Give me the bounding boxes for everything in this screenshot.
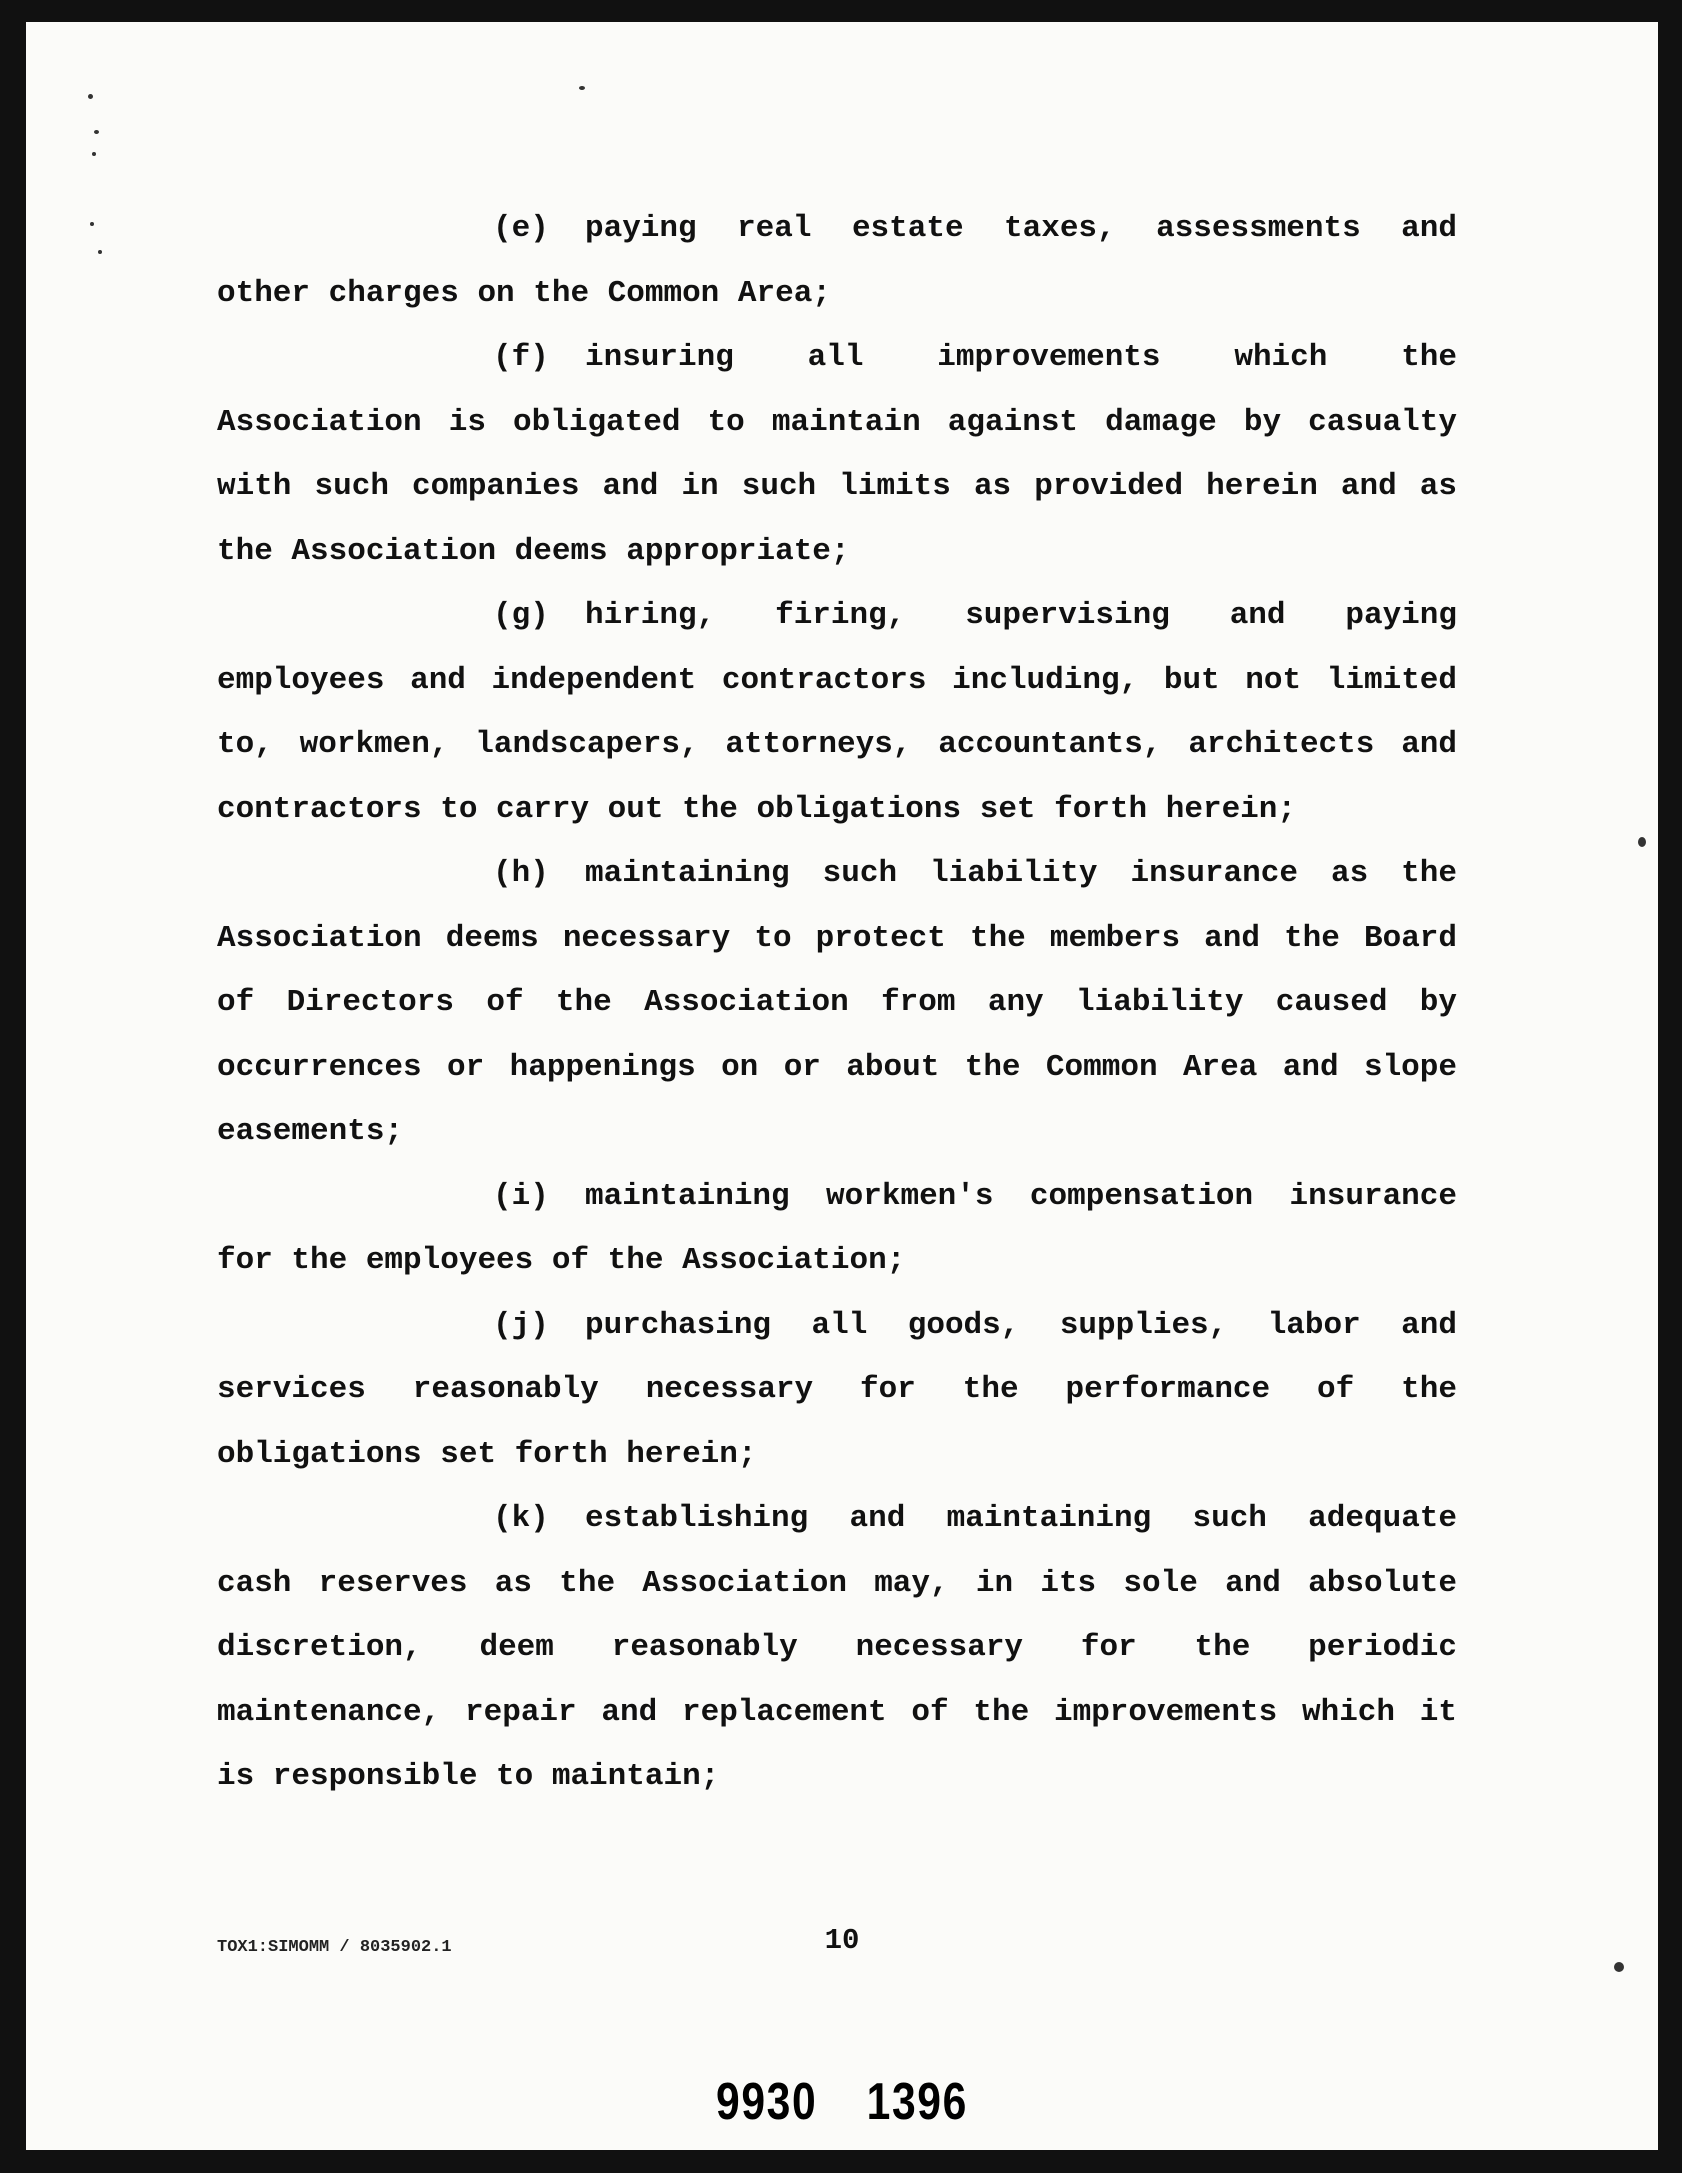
document-page [26, 22, 1658, 2150]
scan-speck [1638, 837, 1646, 847]
document-body [217, 197, 1457, 1810]
paragraph-j [217, 1294, 1457, 1488]
paragraph-text: purchasing all goods, supplies, labor and services reasonably necessary for the performance of the obligations set forth herein; [217, 1307, 1457, 1472]
stamp-number-2: 1396 [866, 2073, 969, 2131]
paragraph-text: maintaining such liability insurance as the Association deems necessary to protect the members and the Board of Directors of the Association from any liability caused by occurrences or happenings on or about the Common Area and slope easements; [217, 856, 1457, 1149]
paragraph-h [217, 842, 1457, 1165]
paragraph-label: (f) [493, 340, 549, 375]
scan-speck [98, 250, 102, 254]
paragraph-label: (k) [493, 1501, 549, 1536]
scan-speck [1614, 1962, 1624, 1972]
paragraph-text: insuring all improvements which the Association is obligated to maintain against damage by casualty with such companies and in such limits as provided herein and as the Association deems appropriate; [217, 340, 1457, 569]
paragraph-label: (h) [493, 856, 549, 891]
paragraph-g [217, 584, 1457, 842]
paragraph-label: (i) [493, 1178, 549, 1214]
paragraph-text: establishing and maintaining such adequate cash reserves as the Association may, in its sole and absolute discretion, deem reasonably necessary for the periodic maintenance, repair and replacement of the improvements which it is responsible to maintain; [217, 1501, 1457, 1794]
scan-speck [88, 94, 93, 99]
paragraph-label: (g) [493, 598, 549, 633]
scan-speck [90, 222, 94, 226]
page-number: 10 [824, 1924, 860, 1957]
stamp-number-1: 9930 [715, 2073, 818, 2131]
paragraph-label: (e) [493, 211, 549, 246]
paragraph-label: (j) [493, 1307, 549, 1343]
paragraph-e [217, 197, 1457, 326]
scan-speck [92, 152, 96, 156]
document-id: TOX1:SIMOMM / 8035902.1 [217, 1938, 452, 1957]
paragraph-text: hiring, firing, supervising and paying employees and independent contractors including, but not limited to, workmen, landscapers, attorneys, accountants, architects and contractors to carry out the obligations set forth herein; [217, 598, 1457, 827]
paragraph-f [217, 326, 1457, 584]
recording-stamp [173, 2072, 1511, 2132]
scan-speck [579, 86, 585, 90]
scan-speck [94, 130, 99, 134]
paragraph-text: maintaining workmen's compensation insurance for the employees of the Association; [217, 1178, 1457, 1278]
paragraph-text: paying real estate taxes, assessments and other charges on the Common Area; [217, 211, 1457, 311]
paragraph-k [217, 1487, 1457, 1810]
paragraph-i [217, 1165, 1457, 1294]
